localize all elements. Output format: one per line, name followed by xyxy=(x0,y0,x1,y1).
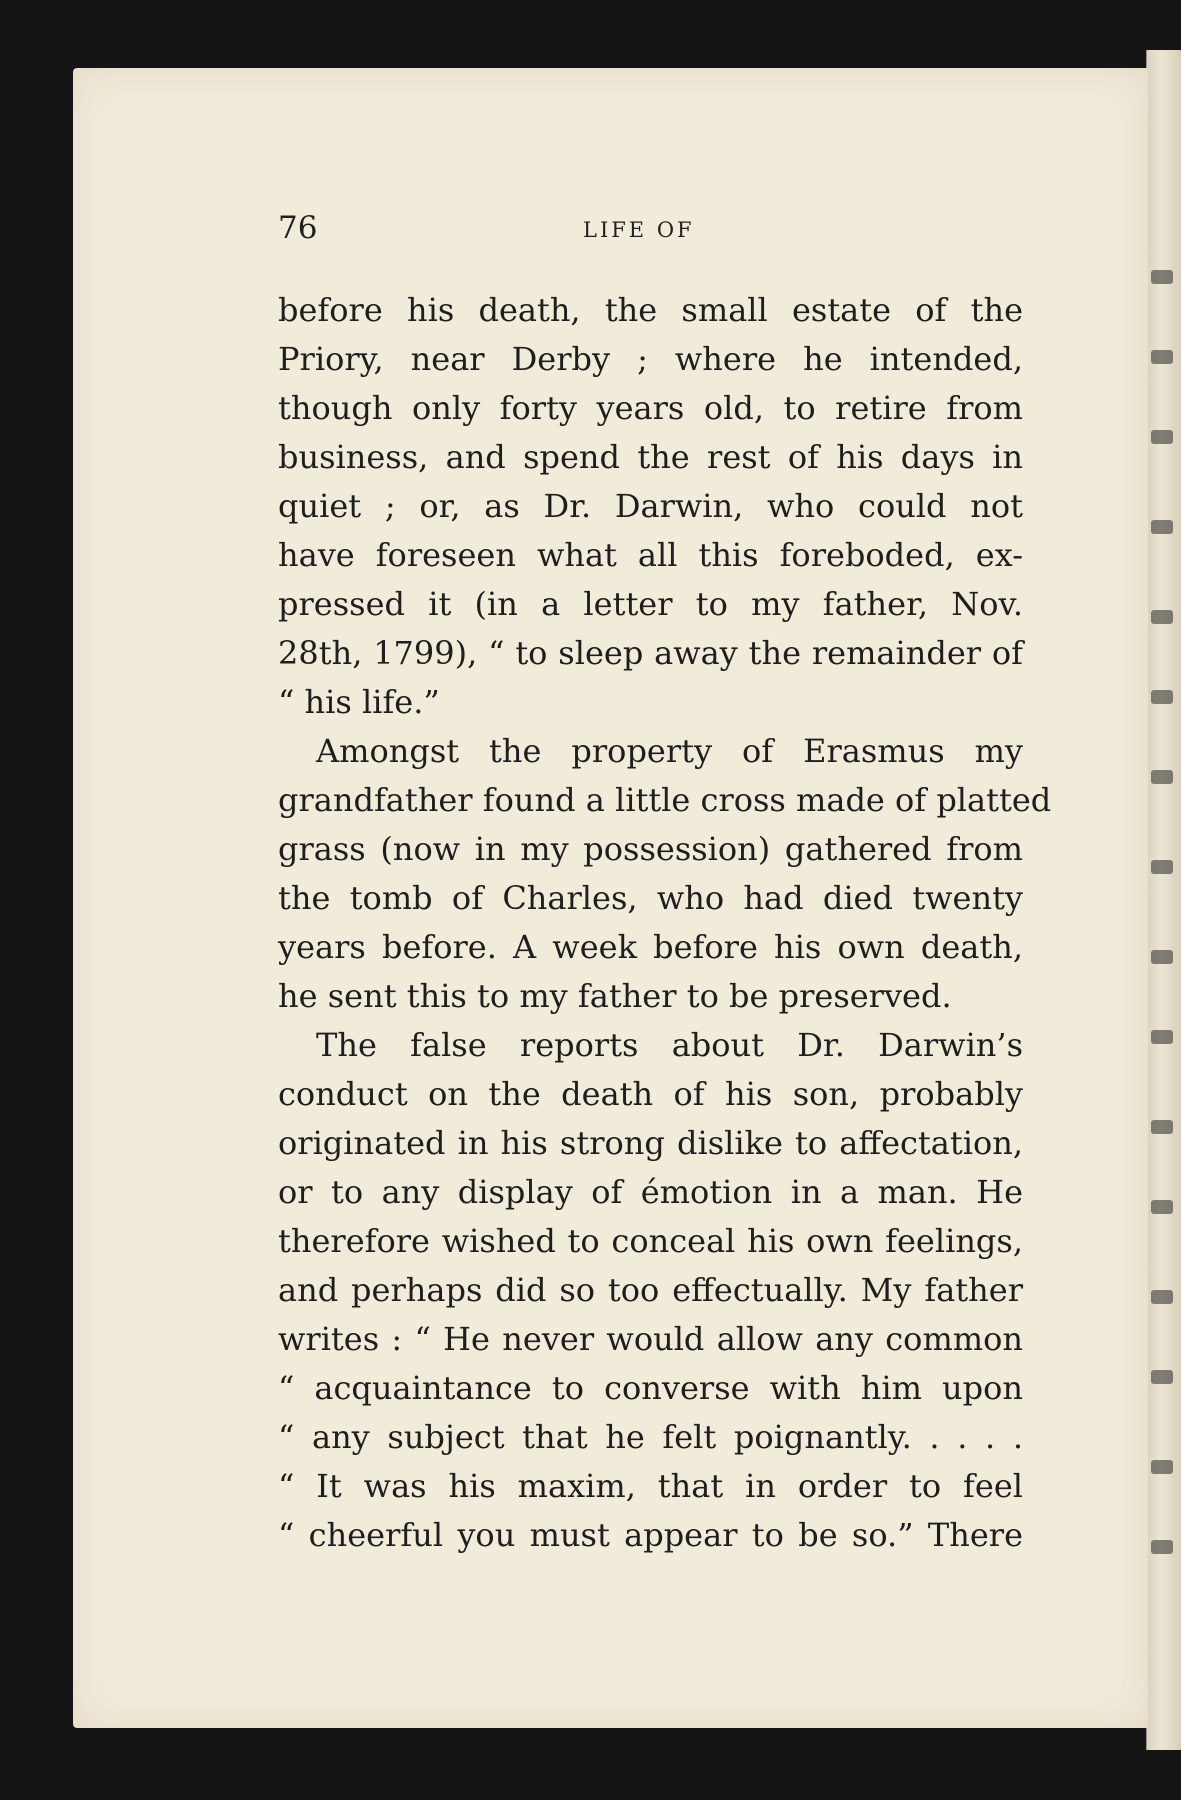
text-line: the tomb of Charles, who had died twenty xyxy=(278,879,1023,917)
text-line: grandfather found a little cross made of platted xyxy=(278,781,1052,819)
bleed-through-mark xyxy=(1151,430,1173,444)
text-line: he sent this to my father to be preserved. xyxy=(278,977,952,1015)
body-text xyxy=(278,286,1052,1560)
text-line: “ acquaintance to converse with him upon xyxy=(278,1369,1023,1407)
bleed-through-mark xyxy=(1151,950,1173,964)
bleed-through-mark xyxy=(1151,610,1173,624)
text-line: “ any subject that he felt poignantly. . . . . xyxy=(278,1418,1023,1456)
bleed-through-mark xyxy=(1151,860,1173,874)
text-line: have foreseen what all this foreboded, ex- xyxy=(278,536,1023,574)
text-line: therefore wished to conceal his own feelings, xyxy=(278,1222,1023,1260)
bleed-through-mark xyxy=(1151,1290,1173,1304)
text-line: “ It was his maxim, that in order to feel xyxy=(278,1467,1023,1505)
bleed-through-mark xyxy=(1151,350,1173,364)
bleed-through-mark xyxy=(1151,1200,1173,1214)
text-line: The false reports about Dr. Darwin’s xyxy=(316,1026,1023,1064)
text-line: 28th, 1799), “ to sleep away the remainder of xyxy=(278,634,1023,672)
text-line: years before. A week before his own death, xyxy=(278,928,1023,966)
text-line: though only forty years old, to retire from xyxy=(278,389,1023,427)
bleed-through-mark xyxy=(1151,1460,1173,1474)
text-line: business, and spend the rest of his days in xyxy=(278,438,1023,476)
next-page-edge xyxy=(1146,50,1181,1750)
running-head: LIFE OF xyxy=(583,218,695,242)
bleed-through-mark xyxy=(1151,1540,1173,1554)
bleed-through-mark xyxy=(1151,770,1173,784)
text-line: writes : “ He never would allow any common xyxy=(278,1320,1023,1358)
text-line: or to any display of émotion in a man. He xyxy=(278,1173,1023,1211)
text-line: “ his life.” xyxy=(278,683,440,721)
page-number: 76 xyxy=(278,210,318,246)
text-line: grass (now in my possession) gathered from xyxy=(278,830,1023,868)
page-header xyxy=(278,210,1023,254)
bleed-through-mark xyxy=(1151,270,1173,284)
bleed-through-mark xyxy=(1151,520,1173,534)
text-line: pressed it (in a letter to my father, Nov. xyxy=(278,585,1023,623)
text-line: Amongst the property of Erasmus my xyxy=(316,732,1023,770)
text-line: before his death, the small estate of the xyxy=(278,291,1023,329)
text-line: “ cheerful you must appear to be so.” There xyxy=(278,1516,1023,1554)
text-line: quiet ; or, as Dr. Darwin, who could not xyxy=(278,487,1023,525)
text-line: and perhaps did so too effectually. My father xyxy=(278,1271,1023,1309)
bleed-through-mark xyxy=(1151,1030,1173,1044)
text-line: originated in his strong dislike to affectation, xyxy=(278,1124,1023,1162)
bleed-through-mark xyxy=(1151,1370,1173,1384)
bleed-through-mark xyxy=(1151,1120,1173,1134)
text-line: Priory, near Derby ; where he intended, xyxy=(278,340,1023,378)
text-line: conduct on the death of his son, probably xyxy=(278,1075,1023,1113)
bleed-through-mark xyxy=(1151,690,1173,704)
